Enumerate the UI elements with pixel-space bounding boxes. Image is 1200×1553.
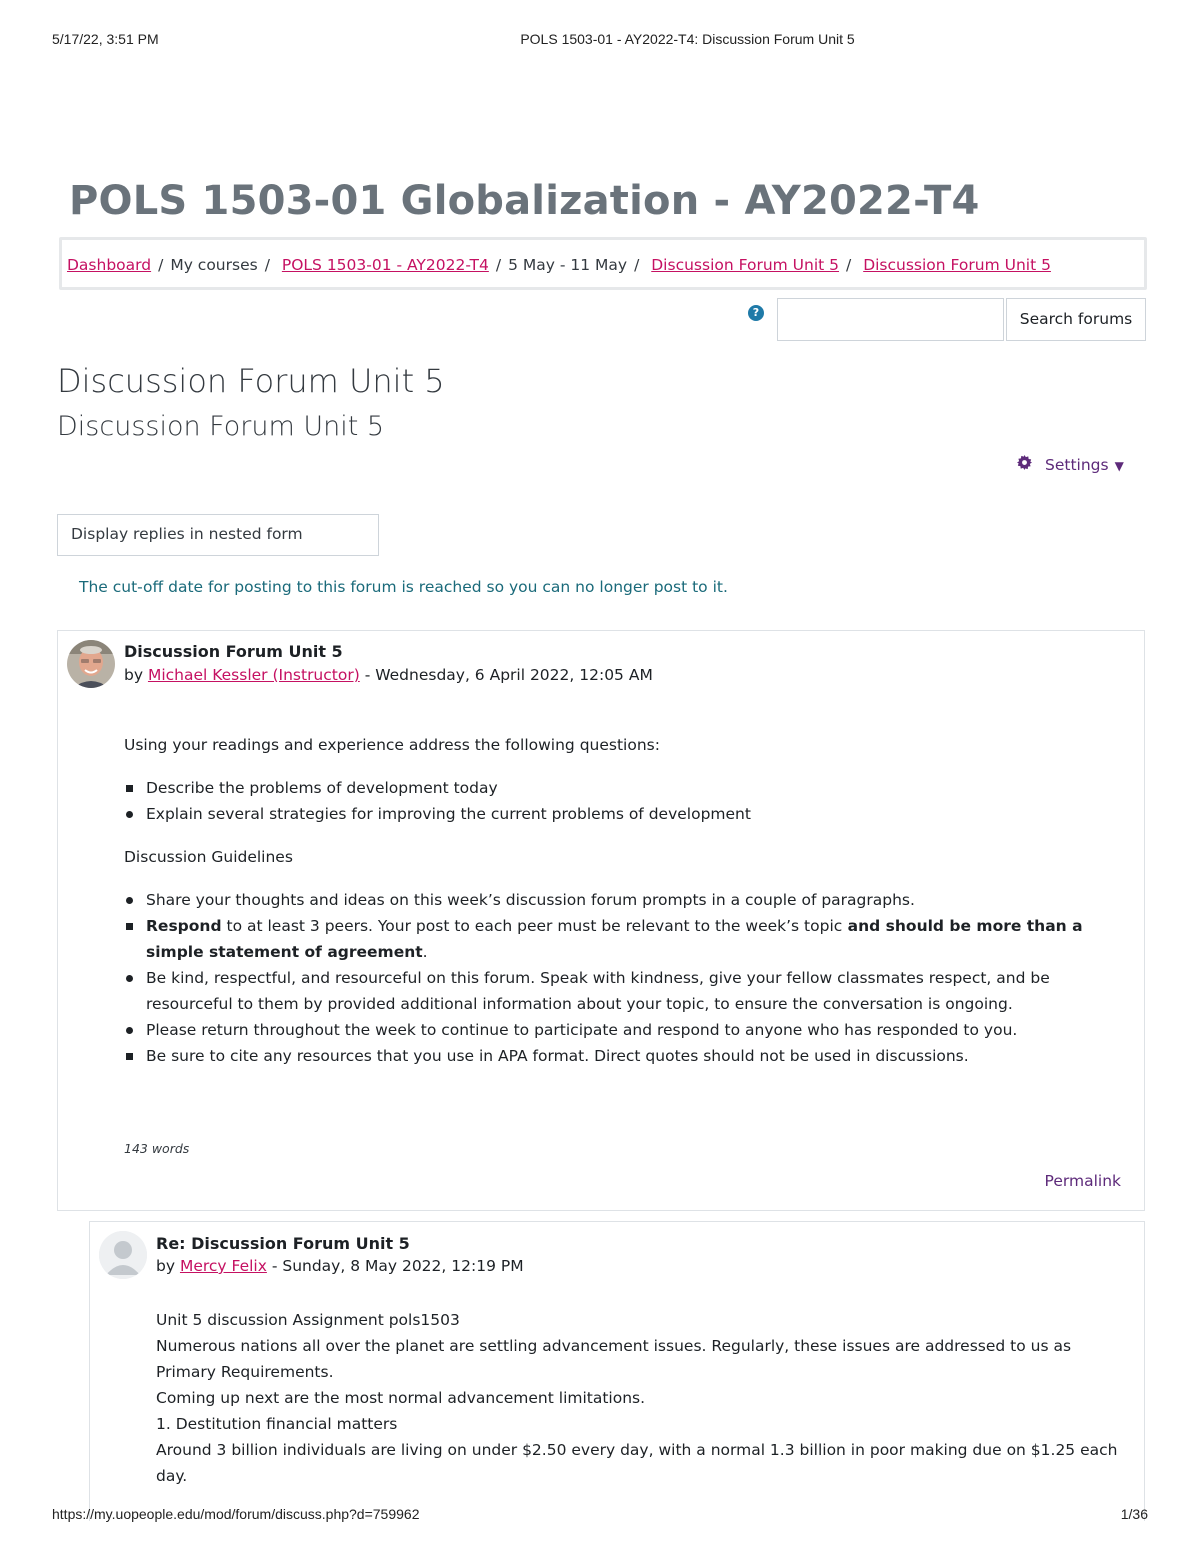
page-title: Discussion Forum Unit 5 xyxy=(57,362,445,400)
forum-reply xyxy=(89,1221,1145,1521)
breadcrumb-separator: / xyxy=(846,256,852,274)
breadcrumb-discussion[interactable]: Discussion Forum Unit 5 xyxy=(863,256,1051,274)
post-date: - Sunday, 8 May 2022, 12:19 PM xyxy=(266,1257,524,1275)
post-date: - Wednesday, 6 April 2022, 12:05 AM xyxy=(359,666,653,684)
breadcrumb-week: 5 May - 11 May xyxy=(508,256,628,274)
breadcrumb-separator: / xyxy=(495,256,502,274)
post-body xyxy=(124,732,1124,1086)
question-circle-icon[interactable]: ? xyxy=(748,305,764,321)
by-label: by xyxy=(124,666,144,684)
print-doc-title: POLS 1503-01 - AY2022-T4: Discussion Forum Unit 5 xyxy=(520,31,855,47)
post-byline xyxy=(124,666,653,684)
list-item: Respond to at least 3 peers. Your post to each peer must be relevant to the week’s topic and should be more than a simple statement of agreement. xyxy=(124,913,1124,965)
forum-post xyxy=(57,630,1145,1211)
search-forums-button[interactable]: Search forums xyxy=(1006,298,1146,341)
post-body xyxy=(156,1307,1126,1489)
settings-menu[interactable] xyxy=(1017,455,1124,474)
display-mode-select[interactable]: Display replies in nested form xyxy=(57,514,379,556)
post-line: Coming up next are the most normal advancement limitations. xyxy=(156,1389,646,1407)
breadcrumb xyxy=(59,237,1147,290)
post-byline xyxy=(156,1257,524,1275)
post-line: Unit 5 discussion Assignment pols1503 xyxy=(156,1311,460,1329)
print-page-number: 1/36 xyxy=(1120,1506,1148,1522)
list-item: Please return throughout the week to continue to participate and respond to anyone who has responded to you. xyxy=(124,1017,1124,1043)
list-item: Share your thoughts and ideas on this week’s discussion forum prompts in a couple of paragraphs. xyxy=(124,887,1124,913)
post-subject: Discussion Forum Unit 5 xyxy=(124,642,343,661)
author-link[interactable]: Mercy Felix xyxy=(179,1257,267,1275)
instructor-avatar[interactable] xyxy=(67,640,115,688)
breadcrumb-my-courses: My courses xyxy=(170,256,258,274)
author-link[interactable]: Michael Kessler (Instructor) xyxy=(147,666,360,684)
permalink-link[interactable]: Permalink xyxy=(1044,1172,1121,1190)
page-subtitle: Discussion Forum Unit 5 xyxy=(57,411,385,442)
breadcrumb-separator: / xyxy=(264,256,270,274)
breadcrumb-dashboard[interactable]: Dashboard xyxy=(67,256,152,274)
settings-label: Settings xyxy=(1045,456,1109,474)
print-url: https://my.uopeople.edu/mod/forum/discuss.php?d=759962 xyxy=(52,1506,420,1522)
list-item: Explain several strategies for improving the current problems of development xyxy=(124,801,1124,827)
post-intro: Using your readings and experience address the following questions: xyxy=(124,736,660,754)
list-item: Describe the problems of development today xyxy=(124,775,1124,801)
post-subject: Re: Discussion Forum Unit 5 xyxy=(156,1234,410,1253)
guidelines-heading: Discussion Guidelines xyxy=(124,848,293,866)
breadcrumb-course[interactable]: POLS 1503-01 - AY2022-T4 xyxy=(281,256,489,274)
post-line: 1. Destitution financial matters xyxy=(156,1415,398,1433)
cutoff-notice: The cut-off date for posting to this forum is reached so you can no longer post to it. xyxy=(79,578,728,596)
post-line: Around 3 billion individuals are living on under $2.50 every day, with a normal 1.3 billion in poor making due on $1.25 each day. xyxy=(156,1441,1118,1485)
by-label: by xyxy=(156,1257,176,1275)
print-datetime: 5/17/22, 3:51 PM xyxy=(52,31,159,47)
list-item: Be kind, respectful, and resourceful on this forum. Speak with kindness, give your fellow classmates respect, and be resourceful to them by provided additional information about your topic, to ensure the conversation is ongoing. xyxy=(124,965,1124,1017)
word-count: 143 words xyxy=(124,1141,190,1156)
search-input[interactable] xyxy=(777,298,1004,341)
course-title: POLS 1503-01 Globalization - AY2022-T4 xyxy=(69,178,980,224)
breadcrumb-forum[interactable]: Discussion Forum Unit 5 xyxy=(651,256,840,274)
breadcrumb-separator: / xyxy=(634,256,640,274)
user-avatar[interactable] xyxy=(99,1231,147,1279)
breadcrumb-separator: / xyxy=(158,256,164,274)
caret-down-icon: ▼ xyxy=(1114,459,1124,473)
post-line: Numerous nations all over the planet are settling advancement issues. Regularly, these issues are addressed to us as Primary Requirements. xyxy=(156,1337,1072,1381)
question-list xyxy=(124,775,1124,827)
gear-icon xyxy=(1017,455,1033,474)
guidelines-list xyxy=(124,887,1124,1069)
list-item: Be sure to cite any resources that you use in APA format. Direct quotes should not be used in discussions. xyxy=(124,1043,1124,1069)
